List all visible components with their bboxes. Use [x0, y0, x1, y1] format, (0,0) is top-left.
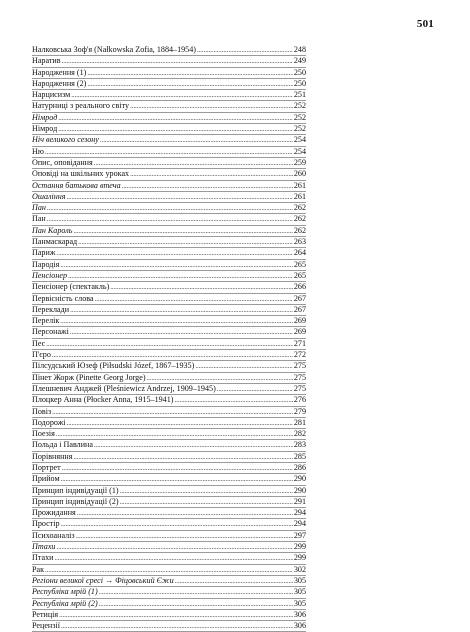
entry-title: Пан	[32, 214, 46, 224]
entry-title: Птахи	[32, 553, 54, 563]
index-entry	[32, 305, 306, 316]
entry-page-number: 272	[293, 350, 306, 360]
dot-leader	[47, 214, 293, 224]
entry-title: Пілсудський Юзеф (Piłsudski Józef, 1867–1935)	[32, 361, 195, 371]
index-entry	[32, 101, 306, 112]
index-entry	[32, 226, 306, 237]
entry-page-number: 262	[293, 214, 306, 224]
index-entry	[32, 327, 306, 338]
index-entry	[32, 271, 306, 282]
index-entry	[32, 486, 306, 497]
entry-title: Оповіді на шкільних уроках	[32, 169, 130, 179]
entry-page-number: 267	[293, 293, 306, 303]
index-entry	[32, 350, 306, 361]
entry-page-number: 261	[293, 191, 306, 201]
dot-leader	[70, 305, 293, 315]
entry-title: Портрет	[32, 462, 61, 472]
entry-title: Німрод	[32, 112, 58, 122]
index-entry	[32, 124, 306, 135]
dot-leader	[77, 508, 293, 518]
dot-leader	[175, 576, 293, 586]
entry-page-number: 248	[293, 45, 306, 54]
entry-title: Первісність слова	[32, 293, 94, 303]
entry-title: Остання батькова втеча	[32, 180, 121, 190]
entry-page-number: 250	[293, 67, 306, 77]
index-entry	[32, 68, 306, 79]
index-entry	[32, 294, 306, 305]
entry-title: Польда і Павлина	[32, 440, 93, 450]
entry-title: Пінет Жорж (Pinette Georg Jorge)	[32, 372, 146, 382]
entry-title: Поезія	[32, 429, 55, 439]
entry-title: Психоаналіз	[32, 530, 75, 540]
entry-title: Пенсіонер	[32, 270, 67, 280]
entry-page-number: 252	[293, 124, 306, 134]
index-entry	[32, 214, 306, 225]
index-entry	[32, 519, 306, 530]
entry-page-number: 286	[293, 462, 306, 472]
entry-page-number: 305	[293, 598, 306, 608]
entry-page-number: 285	[293, 451, 306, 461]
entry-title: Пес	[32, 338, 46, 348]
entry-page-number: 302	[293, 564, 306, 574]
dot-leader	[59, 610, 293, 620]
dot-leader	[174, 395, 292, 405]
index-entry	[32, 418, 306, 429]
entry-page-number: 269	[293, 327, 306, 337]
entry-page-number: 265	[293, 270, 306, 280]
dot-leader	[56, 542, 292, 552]
dot-leader	[56, 429, 293, 439]
entry-title: Подорожі	[32, 417, 66, 427]
entry-page-number: 262	[293, 225, 306, 235]
entry-page-number: 271	[293, 338, 306, 348]
entry-title: Простір	[32, 519, 60, 529]
entry-title: Нарцисизм	[32, 90, 71, 100]
index-entry	[32, 407, 306, 418]
dot-leader	[100, 135, 293, 145]
entry-page-number: 297	[293, 530, 306, 540]
dot-leader	[110, 282, 293, 292]
dot-leader	[99, 587, 293, 597]
index-entry	[32, 373, 306, 384]
entry-page-number: 250	[293, 78, 306, 88]
index-entry	[32, 576, 306, 587]
dot-leader	[52, 407, 293, 417]
entry-page-number: 259	[293, 157, 306, 167]
entry-page-number: 263	[293, 237, 306, 247]
index-entry	[32, 147, 306, 158]
entry-title: Німрод	[32, 124, 58, 134]
dot-leader	[99, 599, 293, 609]
dot-leader	[130, 101, 293, 111]
entry-page-number: 283	[293, 440, 306, 450]
index-entry	[32, 497, 306, 508]
index-entry	[32, 429, 306, 440]
dot-leader	[47, 203, 293, 213]
entry-page-number: 252	[293, 101, 306, 111]
index-entry	[32, 282, 306, 293]
dot-leader	[62, 56, 293, 66]
dot-leader	[70, 327, 293, 337]
index-list	[32, 45, 306, 632]
entry-page-number: 299	[293, 542, 306, 552]
entry-page-number: 267	[293, 304, 306, 314]
index-entry	[32, 45, 306, 56]
dot-leader	[120, 486, 293, 496]
index-entry	[32, 531, 306, 542]
entry-title: Переклади	[32, 304, 70, 314]
index-entry	[32, 553, 306, 564]
dot-leader	[76, 531, 293, 541]
entry-title: Народження (1)	[32, 67, 87, 77]
entry-page-number: 282	[293, 429, 306, 439]
dot-leader	[73, 226, 292, 236]
entry-title: Ошаління	[32, 191, 66, 201]
dot-leader	[56, 248, 292, 258]
entry-title: Панмаскарад	[32, 237, 78, 247]
entry-title: Пенсіонер (спектакль)	[32, 282, 110, 292]
entry-page-number: 275	[293, 372, 306, 382]
dot-leader	[46, 339, 293, 349]
entry-title: П'єро	[32, 350, 51, 360]
dot-leader	[130, 169, 293, 179]
entry-page-number: 251	[293, 90, 306, 100]
entry-page-number: 290	[293, 474, 306, 484]
entry-title: Рецензії	[32, 621, 60, 631]
dot-leader	[61, 519, 293, 529]
dot-leader	[94, 440, 293, 450]
entry-page-number: 261	[293, 180, 306, 190]
index-entry	[32, 599, 306, 610]
dot-leader	[95, 294, 293, 304]
index-entry	[32, 135, 306, 146]
entry-title: Принцип індивідуації (2)	[32, 496, 119, 506]
dot-leader	[61, 621, 293, 631]
index-entry	[32, 440, 306, 451]
index-entry	[32, 361, 306, 372]
dot-leader	[120, 497, 293, 507]
entry-page-number: 276	[293, 395, 306, 405]
entry-page-number: 260	[293, 169, 306, 179]
index-entry	[32, 79, 306, 90]
index-entry	[32, 237, 306, 248]
dot-leader	[58, 124, 293, 134]
entry-title: Ніч великого сезону	[32, 135, 99, 145]
index-entry	[32, 621, 306, 632]
dot-leader	[73, 452, 292, 462]
entry-page-number: 305	[293, 587, 306, 597]
entry-title: Опис, оповідання	[32, 157, 93, 167]
entry-title: Народження (2)	[32, 78, 87, 88]
index-entry	[32, 339, 306, 350]
index-entry	[32, 463, 306, 474]
index-entry	[32, 90, 306, 101]
entry-page-number: 299	[293, 553, 306, 563]
dot-leader	[71, 90, 293, 100]
entry-page-number: 281	[293, 417, 306, 427]
entry-title: Ню	[32, 146, 44, 156]
dot-leader	[78, 237, 293, 247]
entry-page-number: 279	[293, 406, 306, 416]
entry-title: Регіони великої єресі → Фіцовський Єжи	[32, 575, 174, 585]
entry-title: Пародія	[32, 259, 60, 269]
entry-title: Пан	[32, 203, 46, 213]
dot-leader	[45, 147, 293, 157]
dot-leader	[60, 260, 292, 270]
entry-page-number: 294	[293, 508, 306, 518]
entry-page-number: 254	[293, 146, 306, 156]
entry-title: Перелік	[32, 316, 60, 326]
entry-title: Прийом	[32, 474, 60, 484]
entry-page-number: 306	[293, 621, 306, 631]
index-entry	[32, 542, 306, 553]
entry-title: Пан Кароль	[32, 225, 73, 235]
entry-title: Наратив	[32, 56, 61, 66]
index-entry	[32, 158, 306, 169]
entry-title: Плоцкер Анна (Płocker Anna, 1915–1941)	[32, 395, 174, 405]
entry-title: Налковська Зоф'я (Nałkowska Zofia, 1884–1954)	[32, 45, 196, 54]
index-entry	[32, 395, 306, 406]
dot-leader	[122, 181, 293, 191]
entry-page-number: 291	[293, 496, 306, 506]
dot-leader	[60, 316, 293, 326]
index-entry	[32, 248, 306, 259]
index-entry	[32, 508, 306, 519]
entry-page-number: 265	[293, 259, 306, 269]
entry-title: Ретиція	[32, 609, 59, 619]
dot-leader	[62, 463, 293, 473]
entry-title: Плешневич Анджей (Pleśniewicz Andrzej, 1909–1945)	[32, 383, 216, 393]
entry-title: Персонажі	[32, 327, 69, 337]
index-entry	[32, 192, 306, 203]
index-entry	[32, 260, 306, 271]
entry-page-number: 252	[293, 112, 306, 122]
entry-title: Прожидання	[32, 508, 76, 518]
index-entry	[32, 474, 306, 485]
index-entry	[32, 316, 306, 327]
dot-leader	[45, 565, 293, 575]
index-entry	[32, 181, 306, 192]
entry-title: Порівняння	[32, 451, 73, 461]
entry-title: Париж	[32, 248, 56, 258]
entry-page-number: 294	[293, 519, 306, 529]
dot-leader	[68, 271, 293, 281]
dot-leader	[87, 79, 293, 89]
entry-title: Республіка мрій (2)	[32, 598, 98, 608]
index-entry	[32, 384, 306, 395]
entry-title: Республіка мрій (1)	[32, 587, 98, 597]
index-entry	[32, 203, 306, 214]
dot-leader	[147, 373, 293, 383]
entry-page-number: 266	[293, 282, 306, 292]
entry-title: Натурниці з реального світу	[32, 101, 130, 111]
index-entry	[32, 56, 306, 67]
entry-page-number: 290	[293, 485, 306, 495]
page-number: 501	[416, 18, 434, 30]
entry-title: Птахи	[32, 542, 56, 552]
dot-leader	[54, 553, 292, 563]
index-entry	[32, 565, 306, 576]
dot-leader	[58, 113, 293, 123]
entry-page-number: 305	[293, 575, 306, 585]
entry-page-number: 264	[293, 248, 306, 258]
entry-page-number: 269	[293, 316, 306, 326]
entry-title: Повіз	[32, 406, 52, 416]
index-entry	[32, 587, 306, 598]
index-entry	[32, 169, 306, 180]
dot-leader	[61, 474, 293, 484]
entry-title: Рак	[32, 564, 45, 574]
entry-page-number: 254	[293, 135, 306, 145]
entry-page-number: 306	[293, 609, 306, 619]
dot-leader	[197, 45, 293, 55]
dot-leader	[67, 418, 293, 428]
entry-page-number: 262	[293, 203, 306, 213]
entry-page-number: 275	[293, 361, 306, 371]
dot-leader	[52, 350, 293, 360]
dot-leader	[87, 68, 293, 78]
dot-leader	[67, 192, 293, 202]
index-entry	[32, 610, 306, 621]
entry-page-number: 275	[293, 383, 306, 393]
dot-leader	[217, 384, 293, 394]
index-entry	[32, 113, 306, 124]
entry-page-number: 249	[293, 56, 306, 66]
dot-leader	[195, 361, 293, 371]
dot-leader	[94, 158, 293, 168]
entry-title: Принцип індивідуації (1)	[32, 485, 119, 495]
index-entry	[32, 452, 306, 463]
